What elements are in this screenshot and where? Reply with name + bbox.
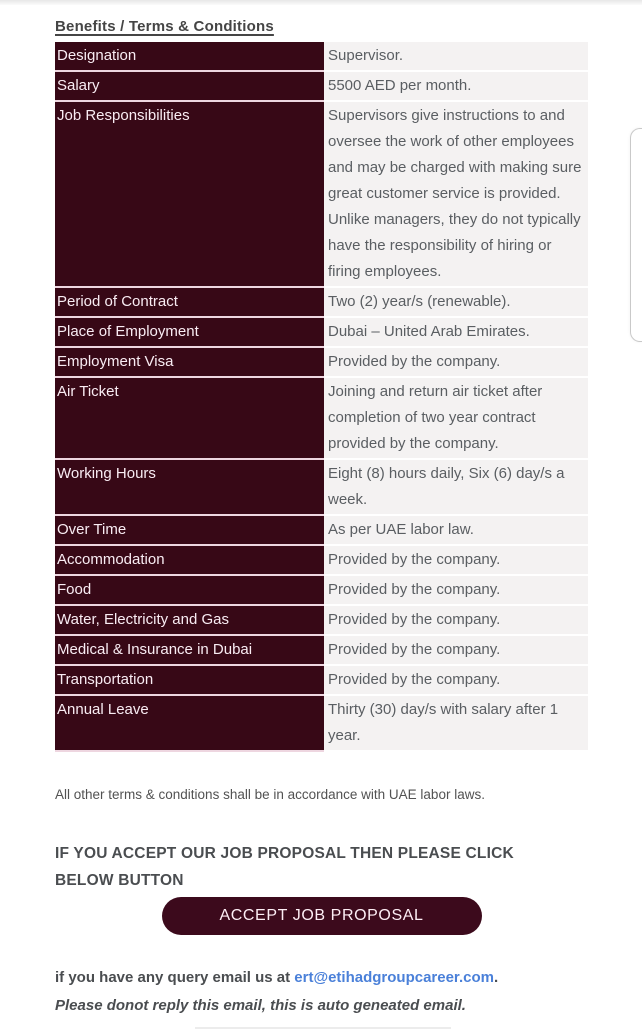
email-link[interactable]: ert@etihadgroupcareer.com <box>294 969 494 986</box>
row-value-cell: Supervisors give instructions to and oversee the work of other employees and may be charged with making sure great customer service is provided. Unlike managers, they do not typically have the responsibility of hiring or firing employees. <box>324 102 588 288</box>
table-row <box>55 42 588 72</box>
table-row <box>55 102 588 288</box>
query-suffix: . <box>493 969 499 986</box>
table-row <box>55 576 588 606</box>
row-label-cell: Working Hours <box>55 460 324 516</box>
terms-note: All other terms & conditions shall be in accordance with UAE labor laws. <box>55 787 485 802</box>
table-row <box>55 546 588 576</box>
query-line <box>55 966 588 990</box>
row-label-cell: Employment Visa <box>55 348 324 378</box>
row-label-cell: Job Responsibilities <box>55 102 324 288</box>
table-row <box>55 288 588 318</box>
row-label-cell: Period of Contract <box>55 288 324 318</box>
table-row <box>55 72 588 102</box>
accept-job-proposal-button[interactable]: ACCEPT JOB PROPOSAL <box>162 897 482 935</box>
row-value-cell: Provided by the company. <box>324 348 588 378</box>
row-label-cell: Designation <box>55 42 324 72</box>
table-row <box>55 696 588 752</box>
row-value-cell: Provided by the company. <box>324 606 588 636</box>
row-label-cell: Transportation <box>55 666 324 696</box>
row-label-cell: Air Ticket <box>55 378 324 460</box>
row-label-cell: Salary <box>55 72 324 102</box>
edge-panel-handle[interactable] <box>630 128 642 342</box>
row-value-cell: Provided by the company. <box>324 546 588 576</box>
row-label-cell: Annual Leave <box>55 696 324 752</box>
page-title: Benefits / Terms & Conditions <box>55 18 274 35</box>
row-value-cell: Supervisor. <box>324 42 588 72</box>
table-row <box>55 516 588 546</box>
row-value-cell: As per UAE labor law. <box>324 516 588 546</box>
row-value-cell: Dubai – United Arab Emirates. <box>324 318 588 348</box>
row-value-cell: Thirty (30) day/s with salary after 1 year. <box>324 696 588 752</box>
row-value-cell: Joining and return air ticket after completion of two year contract provided by the company. <box>324 378 588 460</box>
table-row <box>55 606 588 636</box>
cta-heading: IF YOU ACCEPT OUR JOB PROPOSAL THEN PLEASE CLICK BELOW BUTTON <box>55 845 514 889</box>
row-label-cell: Medical & Insurance in Dubai <box>55 636 324 666</box>
row-value-cell: Eight (8) hours daily, Six (6) day/s a week. <box>324 460 588 516</box>
email-body <box>0 18 642 1029</box>
auto-generated-note: Please donot reply this email, this is auto geneated email. <box>55 997 466 1014</box>
row-label-cell: Water, Electricity and Gas <box>55 606 324 636</box>
row-label-cell: Over Time <box>55 516 324 546</box>
row-value-cell: Two (2) year/s (renewable). <box>324 288 588 318</box>
row-value-cell: Provided by the company. <box>324 666 588 696</box>
row-label-cell: Food <box>55 576 324 606</box>
table-row <box>55 378 588 460</box>
top-toolbar-edge <box>0 0 642 5</box>
row-value-cell: Provided by the company. <box>324 576 588 606</box>
query-prefix: if you have any query email us at <box>55 969 295 986</box>
benefits-table <box>55 42 588 752</box>
table-row <box>55 318 588 348</box>
row-value-cell: Provided by the company. <box>324 636 588 666</box>
button-row <box>55 897 588 935</box>
table-row <box>55 460 588 516</box>
row-label-cell: Place of Employment <box>55 318 324 348</box>
table-row <box>55 636 588 666</box>
table-row <box>55 666 588 696</box>
table-row <box>55 348 588 378</box>
row-label-cell: Accommodation <box>55 546 324 576</box>
row-value-cell: 5500 AED per month. <box>324 72 588 102</box>
